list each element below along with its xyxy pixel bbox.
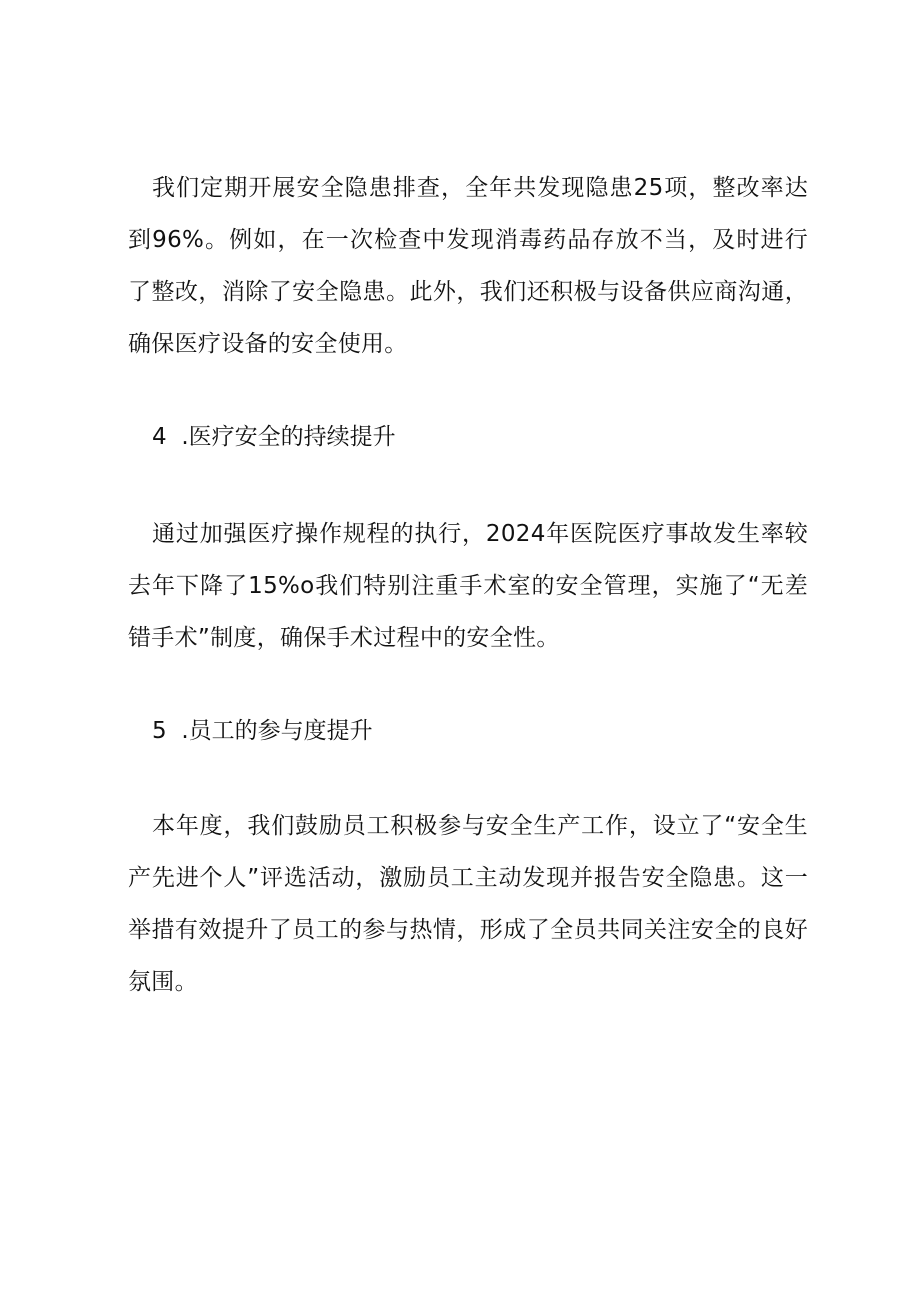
section-number-4: 4 (152, 424, 167, 450)
section-heading-5 (152, 711, 373, 751)
section-number-5: 5 (152, 718, 167, 744)
paragraph-staff-participation: 本年度，我们鼓励员工积极参与安全生产工作，设立了“安全生产先进个人”评选活动，激励员工主动发现并报告安全隐患。这一举措有效提升了员工的参与热情，形成了全员共同关注安全的良好氛围。 (128, 813, 808, 995)
paragraph-medical-safety: 通过加强医疗操作规程的执行，2024年医院医疗事故发生率较去年下降了15%o我们特别注重手术室的安全管理，实施了“无差错手术”制度，确保手术过程中的安全性。 (128, 521, 808, 651)
section-heading-4 (152, 417, 396, 457)
paragraph-hazard-inspection: 我们定期开展安全隐患排查，全年共发现隐患25项，整改率达到96%。例如，在一次检查中发现消毒药品存放不当，及时进行了整改，消除了安全隐患。此外，我们还积极与设备供应商沟通，确保医疗设备的安全使用。 (128, 175, 808, 357)
section-title-4: .医疗安全的持续提升 (181, 424, 396, 450)
section-title-5: .员工的参与度提升 (181, 718, 373, 744)
